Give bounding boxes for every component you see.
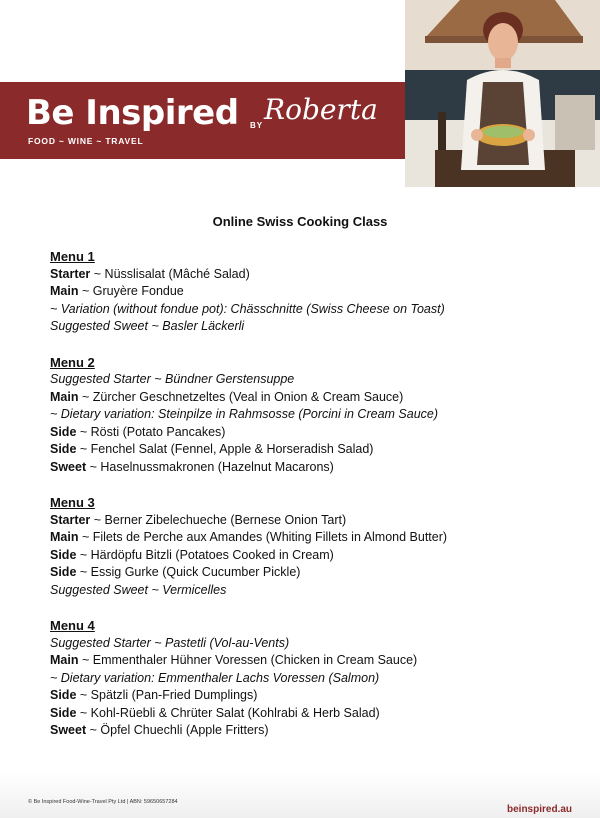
course-label: Side — [50, 565, 77, 579]
page-title: Online Swiss Cooking Class — [212, 214, 388, 229]
course-label: Main — [50, 653, 79, 667]
brand-by-label: BY — [250, 121, 264, 130]
menu-heading: Menu 1 — [50, 249, 95, 264]
course-separator: ~ — [86, 723, 101, 737]
course-label: Main — [50, 530, 79, 544]
menu-line — [50, 424, 570, 442]
dish-text: Spätzli (Pan-Fried Dumplings) — [90, 688, 258, 702]
menu-line — [50, 705, 570, 723]
dish-text: ~ Variation (without fondue pot): Chässchnitte (Swiss Cheese on Toast) — [50, 301, 445, 316]
course-label: Main — [50, 284, 79, 298]
menu-line — [50, 670, 570, 688]
dish-text: Suggested Sweet ~ Basler Läckerli — [50, 319, 245, 333]
menu-section — [50, 354, 570, 477]
dish-text: ~ Dietary variation: Steinpilze in Rahmsosse (Porcini in Cream Sauce) — [50, 407, 439, 421]
menu-heading: Menu 3 — [50, 495, 95, 510]
menu-line — [50, 389, 570, 407]
course-separator: ~ — [90, 512, 105, 527]
course-separator: ~ — [76, 688, 91, 702]
menu-line — [50, 266, 570, 284]
menu-line — [50, 318, 570, 336]
menu-line — [50, 301, 570, 319]
dish-text: Emmenthaler Hühner Voressen (Chicken in Cream Sauce) — [92, 653, 418, 667]
menu-heading: Menu 2 — [50, 354, 95, 370]
menu-line — [50, 283, 570, 301]
course-separator: ~ — [76, 424, 91, 439]
course-label: Starter — [50, 266, 91, 281]
course-separator: ~ — [78, 284, 93, 298]
menu-line — [50, 722, 570, 740]
course-label: Sweet — [50, 459, 87, 474]
menu-line — [50, 652, 570, 670]
dish-text: Kohl-Rüebli & Chrüter Salat (Kohlrabi & Herb Salad) — [90, 705, 380, 720]
footer-website-link[interactable]: beinspired.au — [507, 804, 573, 815]
course-separator: ~ — [76, 442, 91, 456]
dish-text: Filets de Perche aux Amandes (Whiting Fillets in Almond Butter) — [92, 530, 448, 544]
dish-text: Gruyère Fondue — [92, 284, 184, 298]
dish-text: Haselnussmakronen (Hazelnut Macarons) — [100, 459, 334, 474]
dish-text: ~ Dietary variation: Emmenthaler Lachs Voressen (Salmon) — [50, 670, 380, 685]
dish-text: Essig Gurke (Quick Cucumber Pickle) — [90, 565, 301, 579]
course-separator: ~ — [86, 459, 101, 474]
menu-line — [50, 441, 570, 459]
course-separator: ~ — [78, 653, 93, 667]
menu-line — [50, 529, 570, 547]
menu-line — [50, 564, 570, 582]
menu-line — [50, 687, 570, 705]
dish-text: Zürcher Geschnetzeltes (Veal in Onion & Cream Sauce) — [92, 389, 404, 404]
menu-section — [50, 248, 570, 336]
course-label: Main — [50, 389, 79, 404]
menu-line — [50, 512, 570, 530]
course-label: Side — [50, 688, 77, 702]
brand-tagline: FOOD ~ WINE ~ TRAVEL — [28, 136, 144, 146]
dish-text: Berner Zibelechueche (Bernese Onion Tart) — [104, 512, 347, 527]
course-separator: ~ — [76, 565, 91, 579]
course-label: Side — [50, 442, 77, 456]
dish-text: Suggested Starter ~ Pastetli (Vol-au-Vents) — [50, 635, 290, 650]
course-separator: ~ — [90, 266, 105, 281]
course-separator: ~ — [76, 547, 91, 562]
menu-list — [50, 248, 570, 758]
dish-text: Öpfel Chuechli (Apple Fritters) — [100, 723, 269, 737]
brand-signature-logo: Roberta — [264, 93, 378, 126]
footer-company-info: © Be Inspired Food-Wine-Travel Pty Ltd | ABN: 59650657284 — [28, 799, 178, 805]
menu-line — [50, 635, 570, 653]
dish-text: Nüsslisalat (Mâché Salad) — [104, 266, 250, 281]
course-label: Sweet — [50, 723, 87, 737]
course-label: Side — [50, 705, 77, 720]
dish-text: Fenchel Salat (Fennel, Apple & Horseradish Salad) — [90, 442, 374, 456]
course-separator: ~ — [78, 389, 93, 404]
dish-text: Härdöpfu Bitzli (Potatoes Cooked in Cream) — [90, 547, 334, 562]
menu-line — [50, 371, 570, 389]
course-separator: ~ — [76, 705, 91, 720]
course-label: Starter — [50, 512, 91, 527]
course-label: Side — [50, 547, 77, 562]
dish-text: Suggested Starter ~ Bündner Gerstensuppe — [50, 372, 295, 386]
menu-line — [50, 406, 570, 424]
menu-section — [50, 617, 570, 740]
course-label: Side — [50, 424, 77, 439]
course-separator: ~ — [78, 530, 93, 544]
brand-logo-text: Be Inspired — [26, 93, 239, 133]
menu-section — [50, 494, 570, 599]
menu-line — [50, 582, 570, 600]
dish-text: Suggested Sweet ~ Vermicelles — [50, 582, 227, 597]
menu-line — [50, 459, 570, 477]
menu-heading: Menu 4 — [50, 618, 95, 633]
menu-line — [50, 547, 570, 565]
chef-photo — [405, 0, 600, 187]
dish-text: Rösti (Potato Pancakes) — [90, 424, 226, 439]
